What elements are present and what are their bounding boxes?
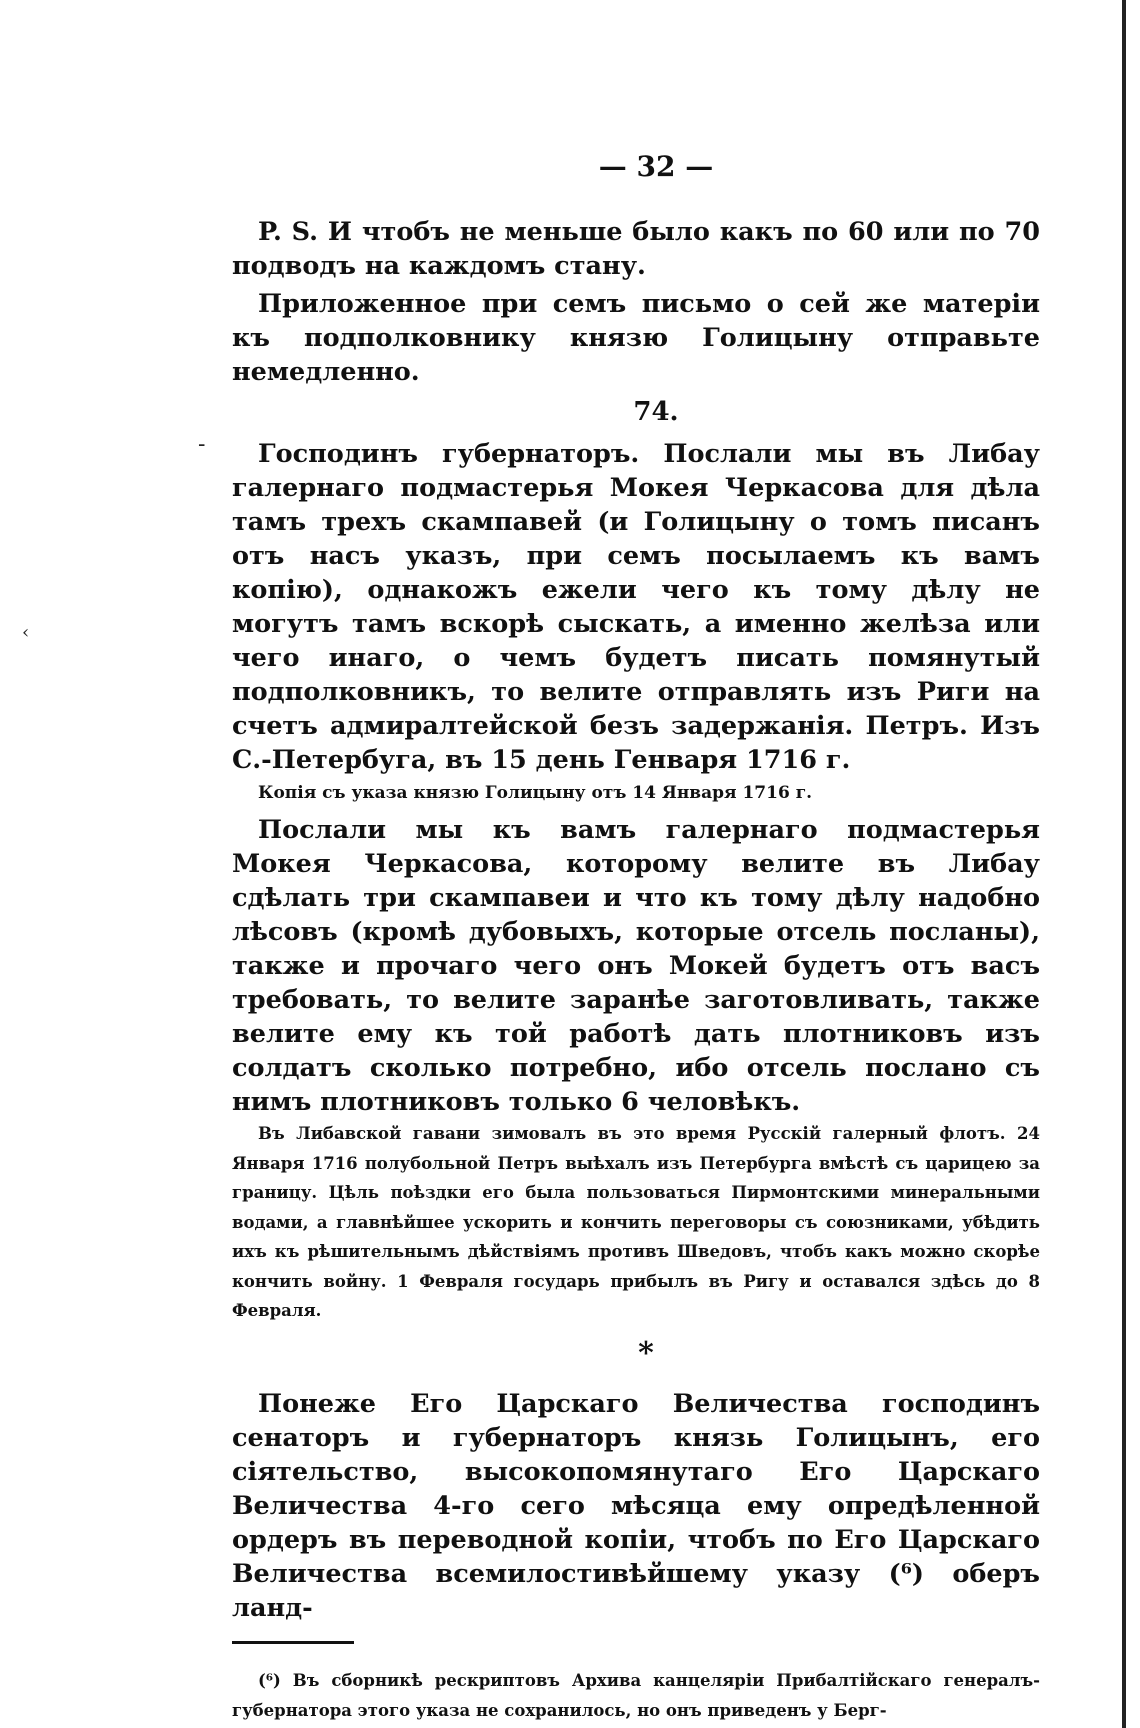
page-number: — 32 — (598, 150, 714, 183)
copy-text-paragraph: Послали мы къ вамъ галернаго подмастерья Мокея Черкасова, которому велите въ Либау сдѣлать три скампавеи и что къ тому дѣлу надобно лѣсовъ (кромѣ дубовыхъ, которые отсель посланы), также и прочаго чего онъ Мокей будетъ отъ васъ требовать, то велите заранѣе заготовливать, также велите ему къ той работѣ дать плотниковъ изъ солдатъ сколько потребно, ибо отсель послано съ нимъ плотниковъ только 6 человѣкъ. (232, 815, 1040, 1117)
decree-paragraph: Понеже Его Царскаго Величества господинъ сенаторъ и губернаторъ князь Голицынъ, его сіятельство, высокопомянутаго Его Царскаго Величества 4-го сего мѣсяца ему опредѣленной ордеръ въ переводной копіи, чтобъ по Его Царскаго Величества всемилостивѣйшему указу (⁶) оберъ ланд- (232, 1388, 1040, 1623)
copy-heading: Копія съ указа князю Голицыну отъ 14 Января 1716 г. (258, 783, 813, 803)
postscript-paragraph: P. S. И чтобъ не меньше было какъ по 60 или по 70 подводъ на каждомъ стану. (232, 217, 1040, 281)
attached-letter-paragraph: Приложенное при семъ письмо о сей же матеріи къ подполковнику князю Голицыну отправьте немедленно. (232, 289, 1040, 387)
margin-mark: ‐ (198, 432, 206, 457)
page-content (232, 150, 1040, 1726)
historical-note: Въ Либавской гавани зимовалъ въ это время Русскій галерный флотъ. 24 Января 1716 полубольной Петръ выѣхалъ изъ Петербурга вмѣстѣ съ царицею за границу. Цѣль поѣздки его была пользоваться Пирмонтскими минеральными водами, а главнѣйшее ускорить и кончить переговоры съ союзниками, убѣдить ихъ къ рѣшительнымъ дѣйствіямъ противъ Шведовъ, чтобъ какъ можно скорѣе кончить войну. 1 Февраля государь прибылъ въ Ригу и оставался здѣсь до 8 Февраля. (232, 1124, 1040, 1320)
margin-mark: ‹ (22, 622, 30, 643)
page-edge-line (1122, 0, 1126, 1728)
section-separator: * (638, 1335, 654, 1371)
document-number: 74. (633, 397, 679, 427)
footnote-rule (232, 1641, 354, 1644)
footnote: (⁶) Въ сборникѣ рескриптовъ Архива канцеляріи Прибалтійскаго генералъ-губернатора этого указа не сохранилось, но онъ приведенъ у Берг- (232, 1670, 1040, 1720)
letter-paragraph: Господинъ губернаторъ. Послали мы въ Либау галернаго подмастерья Мокея Черкасова для дѣла тамъ трехъ скампавей (и Голицыну о томъ писанъ отъ насъ указъ, при семъ посылаемъ къ вамъ копію), однакожъ ежели чего къ тому дѣлу не могутъ тамъ вскорѣ сыскать, а именно желѣза или чего инаго, о чемъ будетъ писать помянутый подполковникъ, то велите отправлять изъ Риги на счетъ адмиралтейской безъ задержанія. Петръ. Изъ С.-Петербуга, въ 15 день Генваря 1716 г. (232, 439, 1040, 775)
